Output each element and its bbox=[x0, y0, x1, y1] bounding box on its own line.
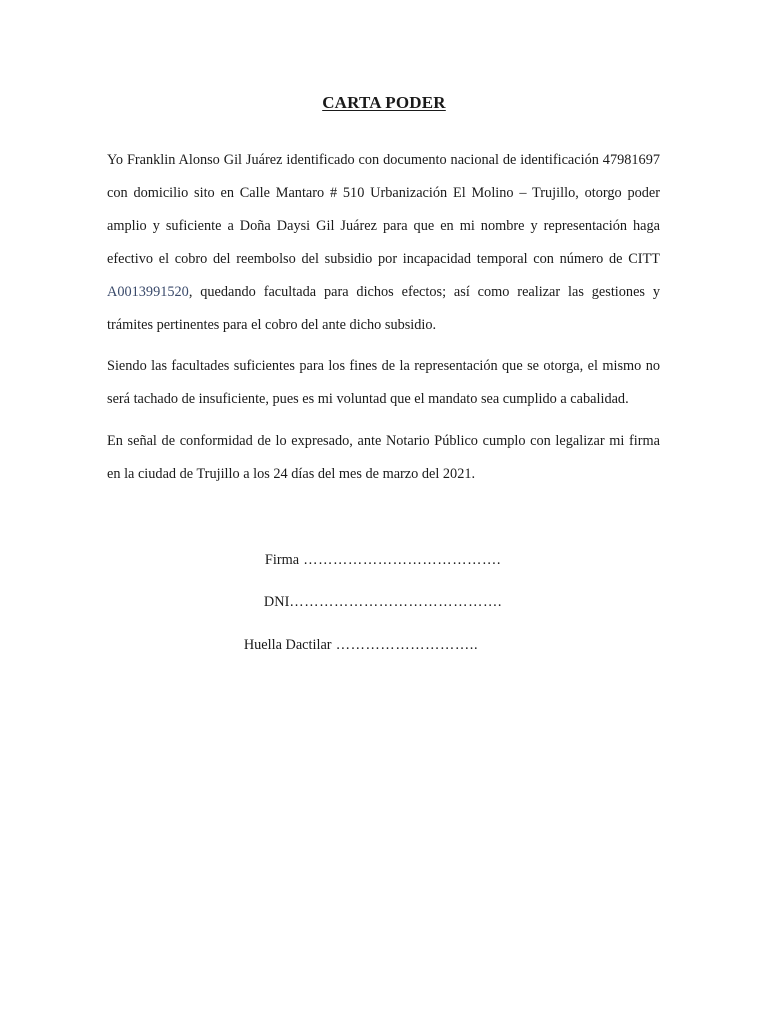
paragraph-text-part: , quedando facultada para dichos efectos; así como realizar las gestiones y trámites pertinentes para el cobro del ante dicho subsidio. bbox=[107, 284, 660, 333]
paragraph-conformity bbox=[107, 425, 660, 491]
paragraph-sufficiency bbox=[107, 350, 660, 416]
fingerprint-dots: ……………………….. bbox=[331, 637, 479, 653]
paragraph-text: En señal de conformidad de lo expresado, ante Notario Público cumplo con legalizar mi firma en la ciudad de Trujillo a los 24 días del mes de marzo del 2021. bbox=[107, 433, 660, 482]
signature-label: Firma bbox=[264, 552, 300, 568]
dni-label: DNI bbox=[263, 594, 290, 610]
dni-dots: ……………………………………. bbox=[289, 594, 503, 610]
paragraph-grant-of-power bbox=[107, 144, 660, 342]
paragraph-text: Siendo las facultades suficientes para los fines de la representación que se otorga, el mismo no será tachado de insuficiente, pues es mi voluntad que el mandato sea cumplido a cabalidad. bbox=[107, 358, 660, 407]
dni-line bbox=[0, 594, 767, 611]
paragraph-text bbox=[107, 144, 660, 342]
fingerprint-line bbox=[0, 637, 745, 654]
document-title: CARTA PODER bbox=[322, 93, 446, 112]
fingerprint-label: Huella Dactilar bbox=[243, 637, 332, 653]
citt-number: A0013991520 bbox=[107, 284, 189, 300]
signature-dots: …………………………………. bbox=[299, 552, 502, 568]
paragraph-text-part: Yo Franklin Alonso Gil Juárez identificado con documento nacional de identificación 47981697 con domicilio sito en Calle Mantaro # 510 Urbanización El Molino – Trujillo, otorgo poder amplio y suficiente a Doña Daysi Gil Juárez para que en mi nombre y representación haga efectivo el cobro del reembolso del subsidio por incapacidad temporal con número de CITT bbox=[107, 152, 660, 267]
signature-line bbox=[0, 552, 767, 569]
